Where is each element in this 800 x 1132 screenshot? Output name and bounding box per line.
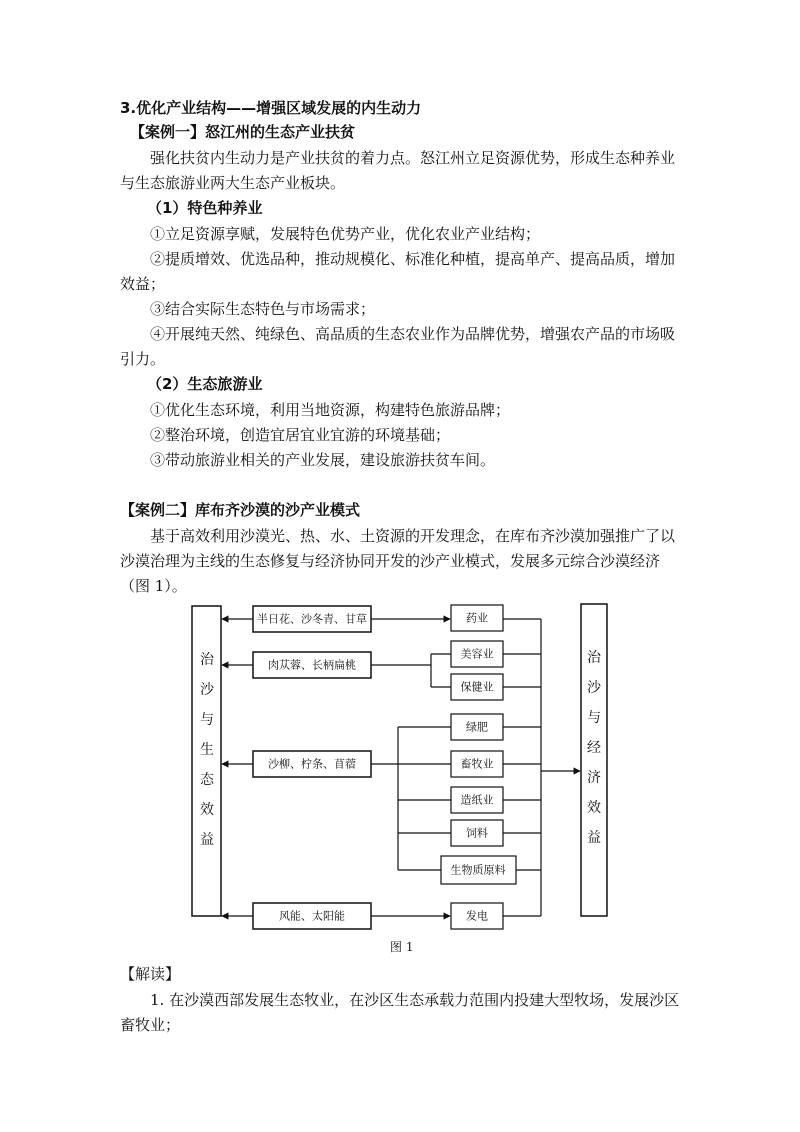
- resource-label-2: 肉苁蓉、长柄扁桃: [268, 658, 356, 672]
- left-box-char: 益: [200, 832, 214, 848]
- case2-intro-line2: 沙漠治理为主线的生态修复与经济协同开发的沙产业模式，发展多元综合沙漠经济: [120, 552, 661, 570]
- case1-title: 【案例一】怒江州的生态产业扶贫: [130, 123, 356, 141]
- sub2-item-3: ③带动旅游业相关的产业发展，建设旅游扶贫车间。: [150, 451, 496, 469]
- right-box-char: 益: [587, 830, 601, 846]
- sub1-item-1: ①立足资源享赋，发展特色优势产业，优化农业产业结构；: [150, 225, 541, 243]
- industry-label-5: 畜牧业: [460, 757, 494, 771]
- figure-caption: 图 1: [390, 940, 414, 954]
- right-box-char: 与: [587, 710, 601, 726]
- sub2-item-1: ①优化生态环境，利用当地资源，构建特色旅游品牌；: [150, 401, 511, 419]
- sub1-item-2-cont: 效益；: [120, 275, 166, 293]
- case2-intro-line3: （图 1）。: [120, 577, 187, 595]
- industry-label-7: 饲料: [466, 826, 488, 840]
- sub1-item-4-cont: 引力。: [120, 350, 166, 368]
- industry-label-6: 造纸业: [460, 793, 494, 807]
- resource-label-3: 沙柳、柠条、苜蓿: [268, 757, 356, 771]
- industry-label-1: 药业: [466, 611, 488, 625]
- interpretation-item1-line1: 1. 在沙漠西部发展生态牧业，在沙区生态承载力范围内投建大型牧场，发展沙区: [150, 991, 680, 1009]
- industry-label-8: 生物质原料: [450, 863, 506, 877]
- left-box-char: 与: [200, 712, 214, 728]
- interpretation-item1-line2: 畜牧业；: [120, 1016, 181, 1034]
- sub1-item-4: ④开展纯天然、纯绿色、高品质的生态农业作为品牌优势，增强农产品的市场吸: [150, 325, 676, 343]
- resource-label-1: 半日花、沙冬青、甘草: [257, 612, 367, 626]
- sub2-title: （2）生态旅游业: [147, 375, 263, 393]
- right-box-char: 沙: [587, 680, 601, 696]
- left-box-char: 效: [200, 802, 214, 818]
- sub2-item-2: ②整治环境，创造宜居宜业宜游的环境基础；: [150, 426, 451, 444]
- right-box-char: 治: [587, 650, 601, 666]
- sub1-item-3: ③结合实际生态特色与市场需求；: [150, 300, 376, 318]
- case1-intro-line2: 与生态旅游业两大生态产业板块。: [120, 174, 346, 192]
- right-box-char: 经: [587, 740, 601, 756]
- left-box-char: 沙: [200, 682, 214, 698]
- industry-label-3: 保健业: [460, 680, 494, 694]
- section-title: 3.优化产业结构——增强区域发展的内生动力: [120, 99, 422, 117]
- case1-intro-line1: 强化扶贫内生动力是产业扶贫的着力点。怒江州立足资源优势，形成生态种养业: [150, 149, 676, 167]
- case2-title: 【案例二】库布齐沙漠的沙产业模式: [120, 501, 361, 519]
- right-box-char: 济: [587, 770, 601, 786]
- sub1-item-2: ②提质增效、优选品种，推动规模化、标准化种植，提高单产、提高品质，增加: [150, 250, 676, 268]
- case2-intro-line1: 基于高效利用沙漠光、热、水、土资源的开发理念，在库布齐沙漠加强推广了以: [150, 527, 676, 545]
- interpretation-title: 【解读】: [120, 965, 181, 983]
- resource-label-4: 风能、太阳能: [279, 909, 345, 923]
- left-box-char: 态: [200, 772, 214, 788]
- left-box-char: 治: [200, 652, 214, 668]
- right-box-char: 效: [587, 800, 601, 816]
- industry-label-2: 美容业: [460, 647, 494, 661]
- left-box-char: 生: [200, 742, 214, 758]
- industry-label-4: 绿肥: [466, 720, 488, 734]
- sub1-title: （1）特色种养业: [147, 199, 263, 217]
- industry-label-9: 发电: [466, 909, 488, 923]
